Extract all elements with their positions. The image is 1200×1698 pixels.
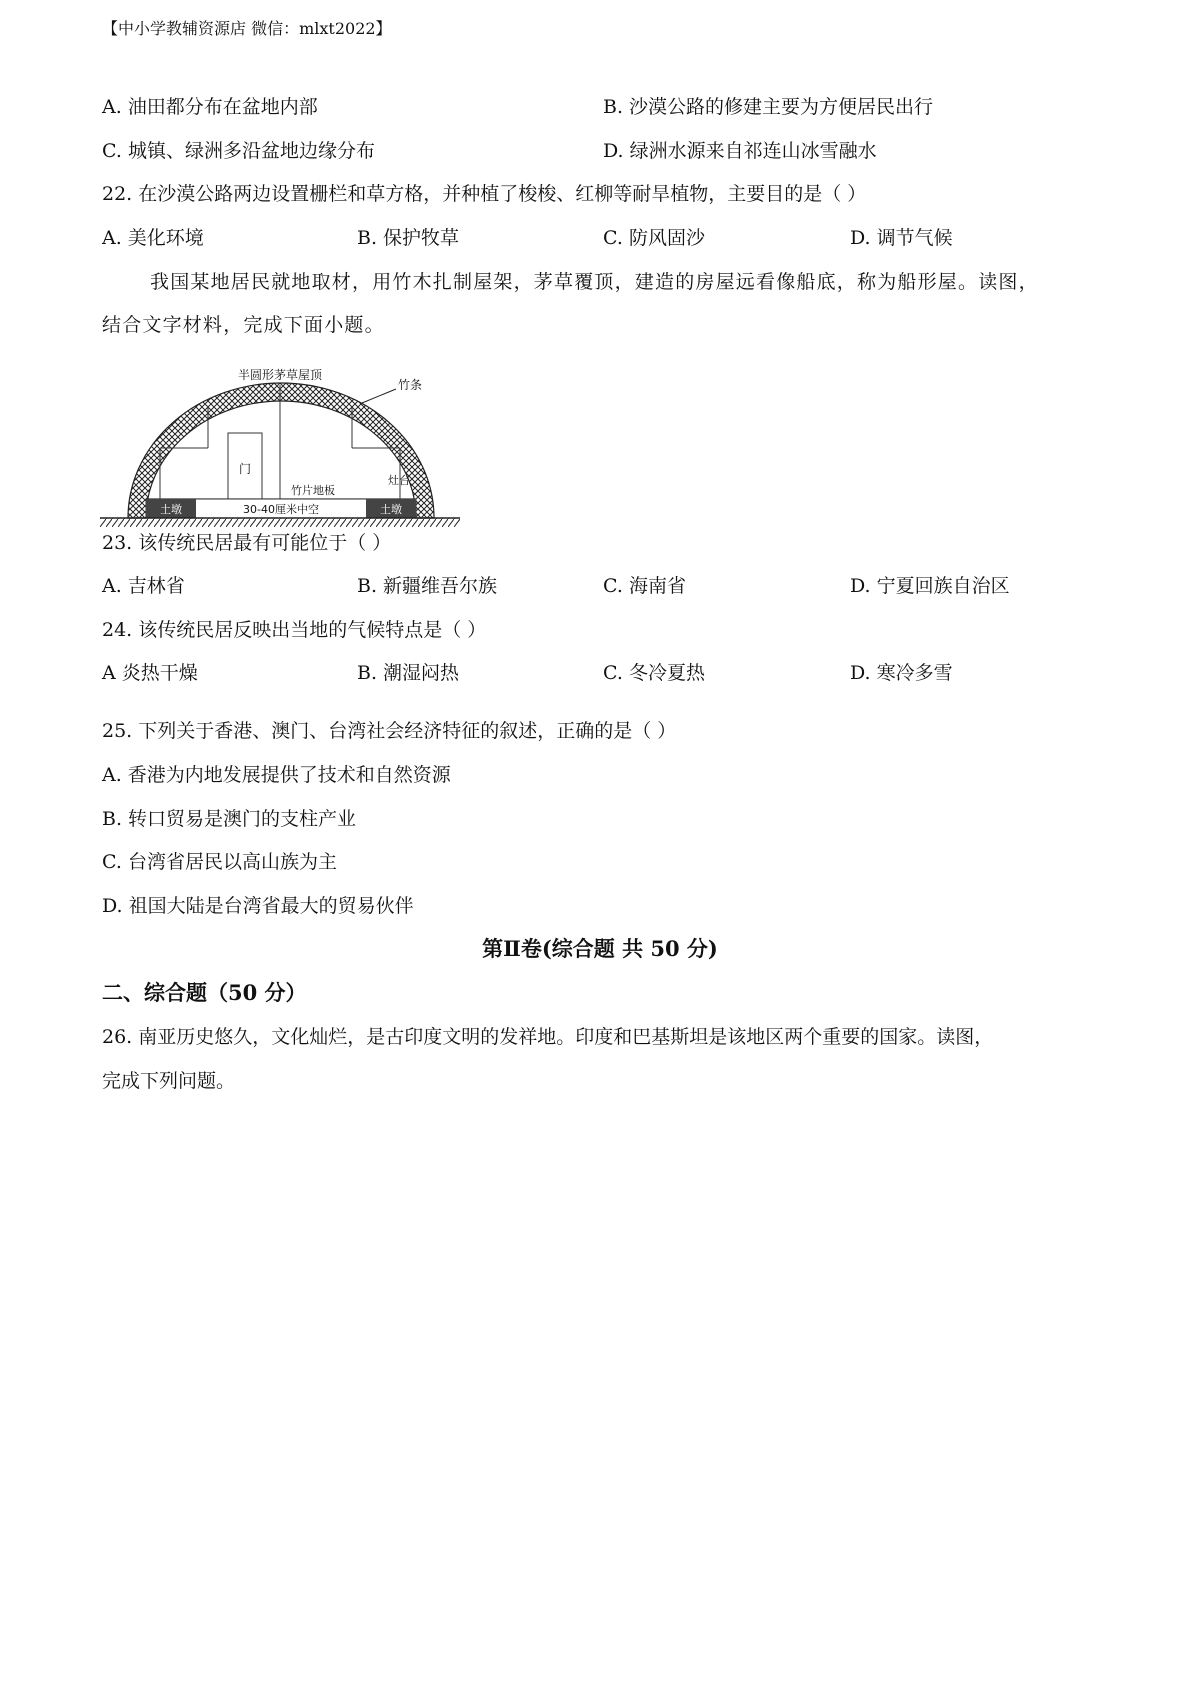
q23-stem: 23. 该传统民居最有可能位于（ ） (102, 532, 392, 554)
boat-house-diagram (100, 348, 500, 548)
section-2-title: 第Ⅱ卷(综合题 共 50 分) (482, 936, 718, 961)
q24-option-d: D. 寒冷多雪 (850, 662, 953, 684)
part-2-title: 二、综合题（50 分） (102, 980, 307, 1005)
q21-option-a: A. 油田都分布在盆地内部 (102, 96, 318, 118)
q24-stem: 24. 该传统民居反映出当地的气候特点是（ ） (102, 619, 487, 641)
q22-stem: 22. 在沙漠公路两边设置栅栏和草方格，并种植了梭梭、红柳等耐旱植物，主要目的是（ ） (102, 183, 867, 205)
intro-line-1: 我国某地居民就地取材，用竹木扎制屋架，茅草覆顶，建造的房屋远看像船底，称为船形屋。读图， (150, 271, 1039, 293)
q22-option-a: A. 美化环境 (102, 227, 204, 249)
q25-option-d: D. 祖国大陆是台湾省最大的贸易伙伴 (102, 895, 414, 917)
q21-option-b: B. 沙漠公路的修建主要为方便居民出行 (603, 96, 934, 118)
q24-option-c: C. 冬冷夏热 (603, 662, 705, 684)
q26-line-2: 完成下列问题。 (102, 1070, 236, 1092)
gap-label: 30-40厘米中空 (243, 503, 319, 516)
q25-option-b: B. 转口贸易是澳门的支柱产业 (102, 808, 357, 830)
bamboo-label: 竹条 (398, 378, 423, 392)
right-pier-label: 土墩 (380, 503, 402, 516)
q25-stem: 25. 下列关于香港、澳门、台湾社会经济特征的叙述，正确的是（ ） (102, 720, 677, 742)
q23-option-b: B. 新疆维吾尔族 (357, 575, 498, 597)
door-label: 门 (238, 462, 252, 476)
q23-option-a: A. 吉林省 (102, 575, 185, 597)
q21-option-d: D. 绿洲水源来自祁连山冰雪融水 (603, 140, 877, 162)
q22-option-c: C. 防风固沙 (603, 227, 705, 249)
q24-option-b: B. 潮湿闷热 (357, 662, 460, 684)
roof-label: 半圆形茅草屋顶 (237, 368, 323, 382)
stove-label: 灶台 (388, 474, 410, 487)
q25-option-c: C. 台湾省居民以高山族为主 (102, 851, 337, 873)
floor-label: 竹片地板 (291, 484, 335, 497)
intro-line-2: 结合文字材料，完成下面小题。 (102, 314, 385, 336)
q25-option-a: A. 香港为内地发展提供了技术和自然资源 (102, 764, 451, 786)
q23-option-d: D. 宁夏回族自治区 (850, 575, 1010, 597)
q21-option-c: C. 城镇、绿洲多沿盆地边缘分布 (102, 140, 375, 162)
q26-line-1: 26. 南亚历史悠久，文化灿烂，是古印度文明的发祥地。印度和巴基斯坦是该地区两个重要的国家。读图， (102, 1026, 994, 1048)
left-pier-label: 土墩 (160, 503, 182, 516)
q24-option-a: A 炎热干燥 (102, 662, 198, 684)
q22-option-b: B. 保护牧草 (357, 227, 460, 249)
thatch-roof (128, 383, 434, 518)
header-watermark: 【中小学教辅资源店 微信：mlxt2022】 (102, 19, 392, 38)
q23-option-c: C. 海南省 (603, 575, 686, 597)
q22-option-d: D. 调节气候 (850, 227, 953, 249)
